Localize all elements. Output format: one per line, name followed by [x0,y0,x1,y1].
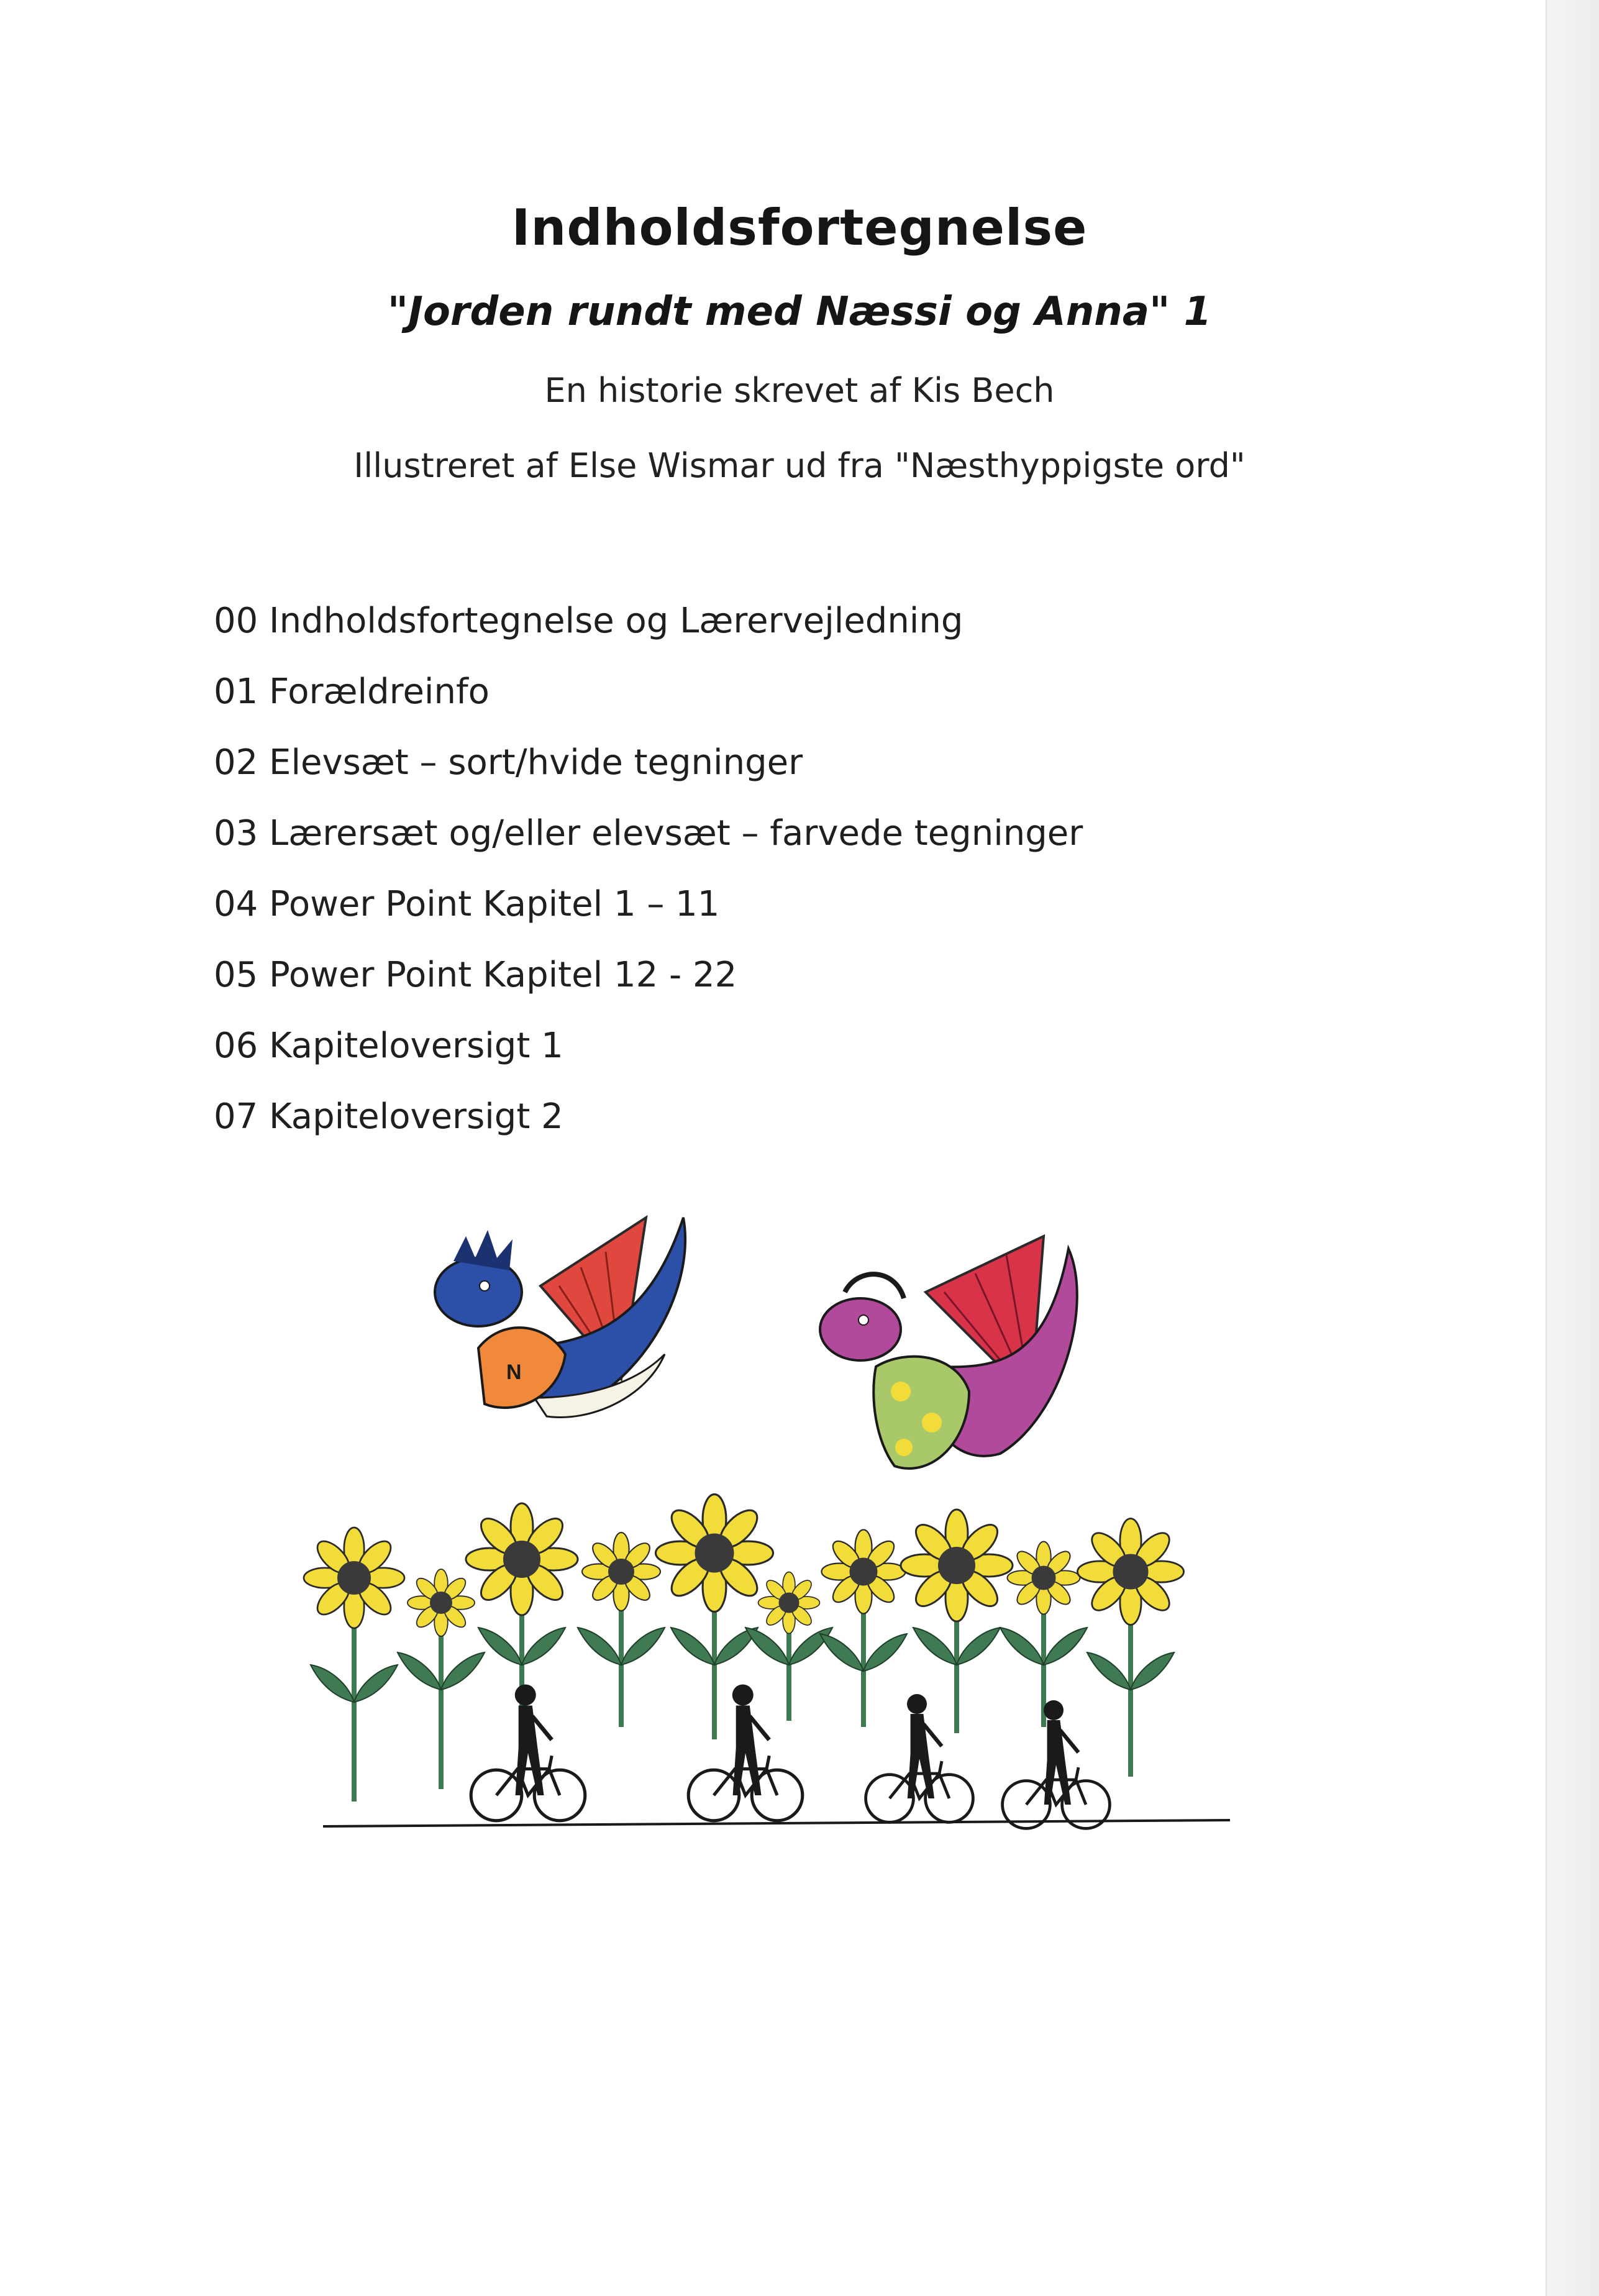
toc-item: 05 Power Point Kapitel 12 - 22 [214,955,737,995]
table-of-contents [214,596,1083,1163]
toc-item: 06 Kapiteloversigt 1 [214,1026,563,1066]
shirt-letter: N [506,1360,522,1384]
pink-dragon-figure [820,1236,1077,1469]
toc-item: 03 Lærersæt og/eller elevsæt – farvede tegninger [214,813,1083,854]
page-title: Indholdsfortegnelse [511,199,1088,257]
toc-item: 04 Power Point Kapitel 1 – 11 [214,884,720,924]
toc-item: 01 Forældreinfo [214,672,490,712]
toc-item: 00 Indholdsfortegnelse og Lærervejledning [214,601,964,641]
sunflower-row [304,1495,1184,1637]
toc-item: 07 Kapiteloversigt 2 [214,1096,563,1137]
toc-item: 02 Elevsæt – sort/hvide tegninger [214,742,803,783]
dragons-sunflowers-illustration [298,1193,1267,1864]
document-header [0,199,1599,485]
book-title: "Jorden rundt med Næssi og Anna" 1 [387,289,1212,335]
author-line: En historie skrevet af Kis Bech [544,371,1055,410]
blue-dragon-figure [435,1218,685,1418]
illustrator-line: Illustreret af Else Wismar ud fra "Næsthyppigste ord" [353,446,1246,485]
